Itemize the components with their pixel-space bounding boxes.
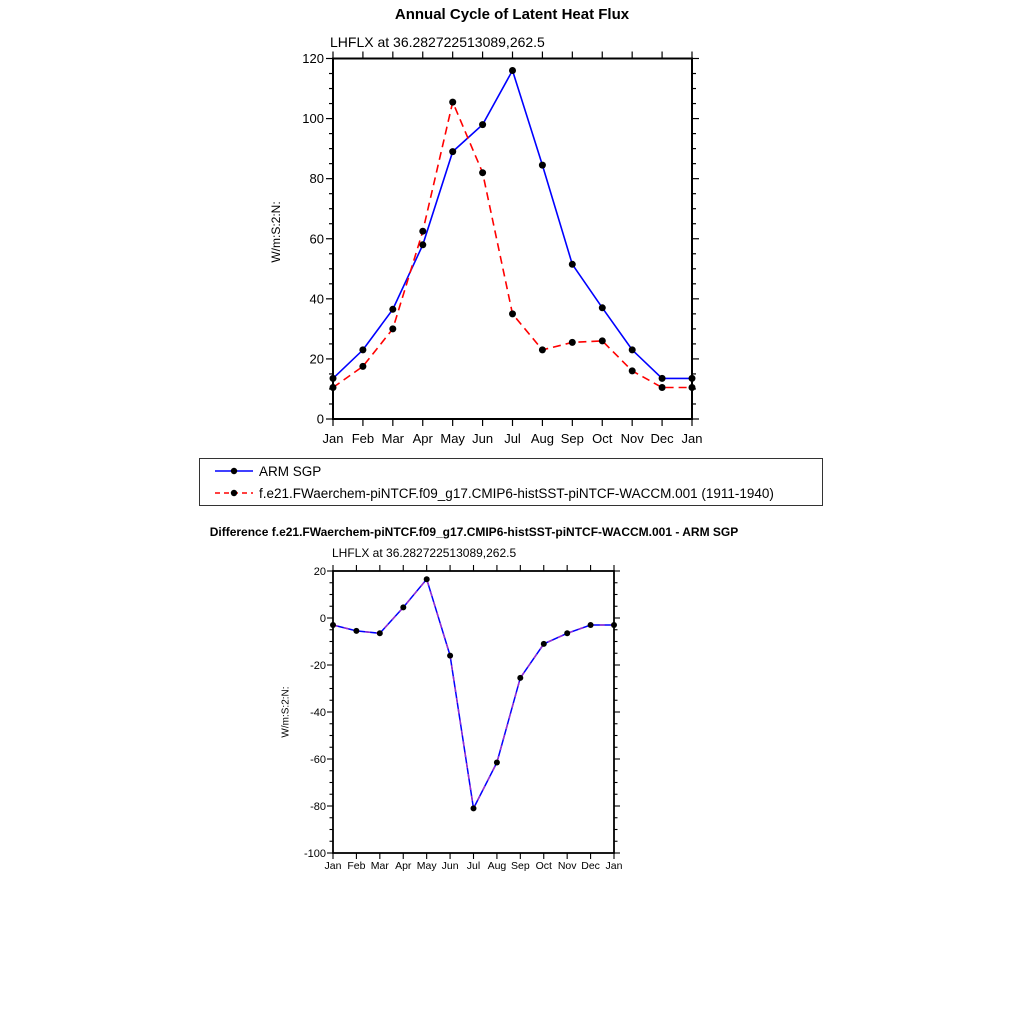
data-point-marker [479,121,486,128]
x-tick-label: Jan [324,860,342,872]
x-tick-label: Dec [581,860,600,872]
y-tick-label: -20 [310,659,326,672]
data-point-marker [539,346,546,353]
data-point-marker [509,67,516,74]
series-line [333,579,614,808]
y-tick-label: 0 [316,411,324,427]
data-point-marker [377,630,383,636]
legend-label: ARM SGP [259,463,322,479]
data-point-marker [447,653,453,659]
x-tick-label: Sep [560,431,584,446]
y-tick-label: -60 [310,753,326,766]
y-tick-label: 120 [302,51,324,67]
y-tick-label: 100 [302,111,324,127]
data-point-marker [479,169,486,176]
y-tick-label: -100 [303,847,326,860]
data-point-marker [330,622,336,628]
y-tick-label: -40 [310,706,326,719]
legend-line-sample-solid [215,466,253,476]
x-tick-label: Jan [605,860,623,872]
x-tick-label: Jul [504,431,521,446]
x-tick-label: Oct [535,860,552,872]
data-point-marker [588,622,594,628]
data-point-marker [629,367,636,374]
y-tick-label: 80 [309,171,324,187]
top-chart-subtitle: LHFLX at 36.282722513089,262.5 [330,34,545,50]
data-point-marker [424,576,430,582]
data-point-marker [517,675,523,681]
data-point-marker [353,628,359,634]
data-point-marker [599,337,606,344]
x-tick-label: Dec [650,431,674,446]
data-point-marker [419,241,426,248]
y-tick-label: 40 [309,291,324,307]
data-point-marker [659,375,666,382]
legend-item-arm-sgp [200,461,822,481]
x-tick-label: Jan [322,431,344,446]
bottom-chart-y-axis-label: W/m:S:2:N: [280,686,292,738]
data-point-marker [471,805,477,811]
y-tick-label: 60 [309,231,324,247]
bottom-chart-subtitle: LHFLX at 36.282722513089,262.5 [332,546,517,560]
data-point-marker [629,346,636,353]
data-point-marker [564,630,570,636]
y-tick-label: 0 [319,612,326,625]
data-point-marker [689,375,696,382]
x-tick-label: Sep [510,860,530,872]
x-tick-label: Aug [530,431,554,446]
x-tick-label: Feb [351,431,375,446]
bottom-chart-title: Difference f.e21.FWaerchem-piNTCF.f09_g17.CMIP6-histSST-piNTCF-WACCM.001 - ARM SGP [209,525,739,539]
data-point-marker [330,384,337,391]
data-point-marker [494,760,500,766]
legend-item-model [200,483,822,503]
legend-label: f.e21.FWaerchem-piNTCF.f09_g17.CMIP6-histSST-piNTCF-WACCM.001 (1911-1940) [259,485,774,501]
data-point-marker [541,641,547,647]
x-tick-label: May [416,860,437,872]
data-point-marker [419,228,426,235]
x-tick-label: Apr [395,860,412,872]
legend-box [199,458,823,506]
x-tick-label: Nov [557,860,577,872]
data-point-marker [569,339,576,346]
y-tick-label: -80 [310,800,326,813]
legend-marker-dot [231,490,237,496]
y-tick-label: 20 [313,565,326,578]
data-point-marker [359,346,366,353]
data-point-marker [689,384,696,391]
x-tick-label: May [440,431,465,446]
x-tick-label: Jul [466,860,481,872]
data-point-marker [330,375,337,382]
x-tick-label: Nov [620,431,644,446]
data-point-marker [449,99,456,106]
data-point-marker [389,306,396,313]
data-point-marker [599,304,606,311]
x-tick-label: Mar [381,431,405,446]
data-point-marker [569,261,576,268]
y-tick-label: 20 [309,351,324,367]
legend-line-sample-dashed [215,488,253,498]
legend-marker-dot [231,468,237,474]
data-point-marker [389,325,396,332]
x-tick-label: Feb [347,860,366,872]
x-tick-label: Aug [487,860,507,872]
top-chart-title: Annual Cycle of Latent Heat Flux [394,6,630,23]
data-point-marker [400,604,406,610]
data-point-marker [509,310,516,317]
top-chart-y-axis-label: W/m:S:2:N: [269,201,283,263]
data-point-marker [359,363,366,370]
series-line [333,71,692,379]
x-tick-label: Mar [370,860,389,872]
data-point-marker [449,148,456,155]
x-tick-label: Apr [412,431,433,446]
data-point-marker [539,162,546,169]
data-point-marker [659,384,666,391]
x-tick-label: Jan [681,431,703,446]
x-tick-label: Jun [472,431,494,446]
x-tick-label: Oct [592,431,613,446]
data-point-marker [611,622,617,628]
axis-frame [333,59,692,420]
series-line-overlay [333,579,614,808]
series-line [333,102,692,387]
x-tick-label: Jun [441,860,459,872]
